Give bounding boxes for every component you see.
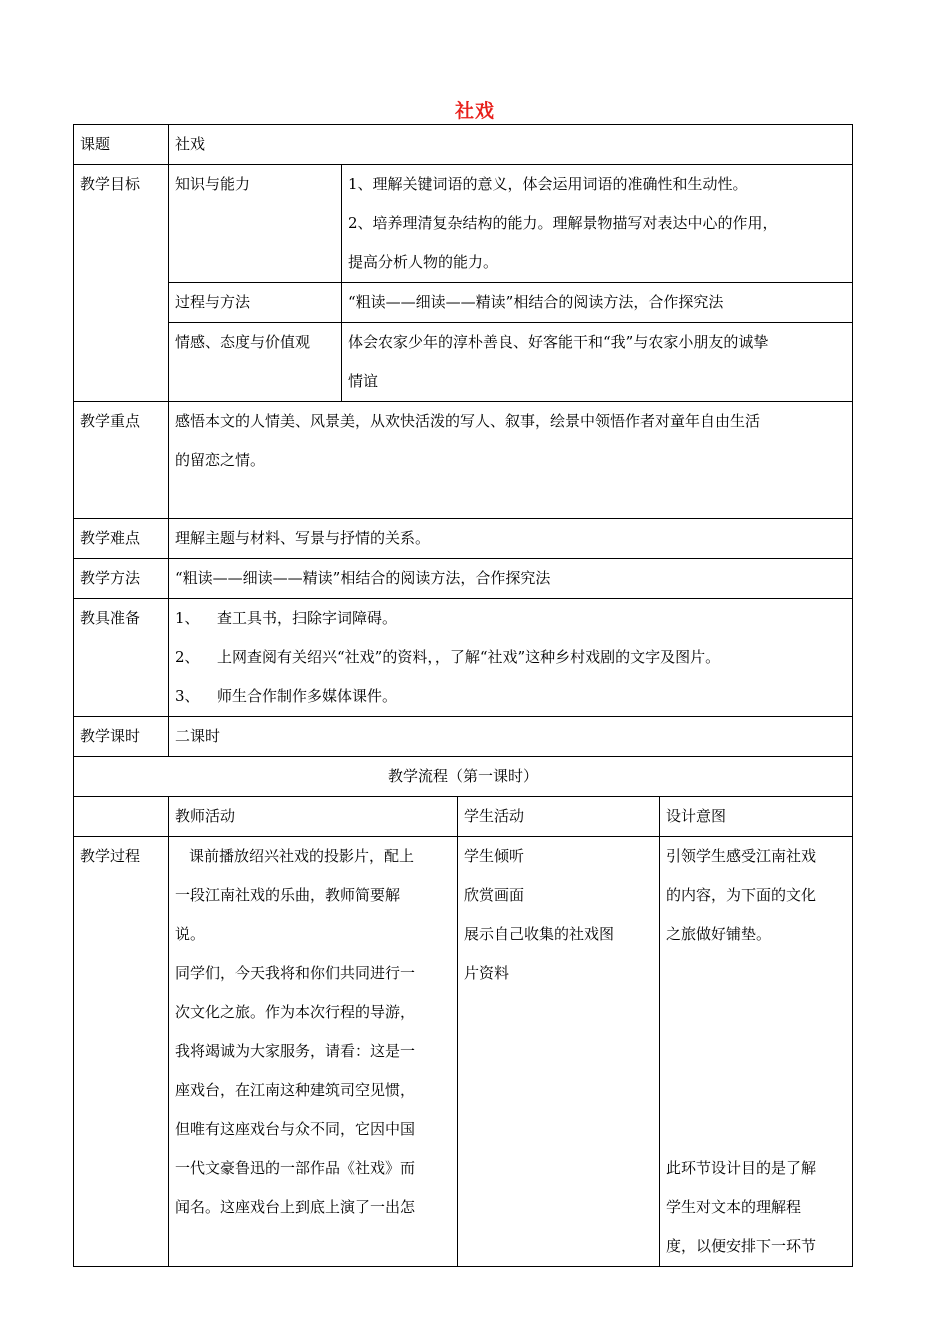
topic-label: 课题 <box>74 125 169 165</box>
flow-row <box>74 757 853 797</box>
tools-item-number: 1、 <box>175 609 200 627</box>
teacher-header: 教师活动 <box>169 797 458 837</box>
tools-row <box>74 599 853 717</box>
method-label: 教学方法 <box>74 559 169 599</box>
goal-knowledge-row <box>74 165 853 283</box>
student-header: 学生活动 <box>458 797 660 837</box>
emotion-line: 体会农家少年的淳朴善良、好客能干和“我”与农家小朋友的诚挚 <box>348 333 769 351</box>
hours-content: 二课时 <box>169 717 853 757</box>
method-row <box>74 559 853 599</box>
tools-content <box>169 599 853 717</box>
student-activity <box>458 837 660 1267</box>
lesson-plan-table <box>73 124 853 1267</box>
teacher-line: 闻名。这座戏台上到底上演了一出怎 <box>175 1198 416 1216</box>
teacher-line: 课前播放绍兴社戏的投影片，配上 <box>189 847 415 865</box>
design-line: 引领学生感受江南社戏 <box>666 847 817 865</box>
tools-item-text: 查工具书，扫除字词障碍。 <box>217 609 398 627</box>
hours-label: 教学课时 <box>74 717 169 757</box>
student-line: 展示自己收集的社戏图 <box>464 925 615 943</box>
emotion-content <box>342 323 853 402</box>
teacher-line: 一代文豪鲁迅的一部作品《社戏》而 <box>175 1159 416 1177</box>
student-line: 片资料 <box>464 964 510 982</box>
teacher-line: 一段江南社戏的乐曲，教师简要解 <box>175 886 401 904</box>
teacher-line: 说。 <box>175 925 206 943</box>
tools-item-text: 上网查阅有关绍兴“社戏”的资料，，了解“社戏”这种乡村戏剧的文字及图片。 <box>217 648 721 666</box>
key-label: 教学重点 <box>74 402 169 519</box>
hours-row <box>74 717 853 757</box>
teacher-line: 我将竭诚为大家服务，请看：这是一 <box>175 1042 416 1060</box>
design-header: 设计意图 <box>660 797 853 837</box>
tools-label: 教具准备 <box>74 599 169 717</box>
student-line: 欣赏画面 <box>464 886 525 904</box>
empty-header-cell <box>74 797 169 837</box>
method-content: “粗读——细读——精读”相结合的阅读方法，合作探究法 <box>169 559 853 599</box>
process-content: “粗读——细读——精读”相结合的阅读方法，合作探究法 <box>342 283 853 323</box>
document-title: 社戏 <box>454 100 495 122</box>
key-line: 的留恋之情。 <box>175 451 266 469</box>
goal-process-row <box>74 283 853 323</box>
design-spacer <box>666 954 846 1149</box>
process-label: 过程与方法 <box>169 283 342 323</box>
teacher-line: 次文化之旅。作为本次行程的导游， <box>175 1003 416 1021</box>
tools-item-text: 师生合作制作多媒体课件。 <box>217 687 398 705</box>
activity-header-row <box>74 797 853 837</box>
teacher-line: 座戏台，在江南这种建筑司空见惯， <box>175 1081 416 1099</box>
tools-item-number: 3、 <box>175 687 200 705</box>
key-content <box>169 402 853 519</box>
design-line: 度，以便安排下一环节 <box>666 1237 817 1255</box>
goals-label: 教学目标 <box>74 165 169 402</box>
design-intent <box>660 837 853 1267</box>
design-line: 此环节设计目的是了解 <box>666 1159 817 1177</box>
teacher-activity <box>169 837 458 1267</box>
tools-item <box>175 638 846 677</box>
design-line: 之旅做好铺垫。 <box>666 925 772 943</box>
process-detail-label: 教学过程 <box>74 837 169 1267</box>
emotion-label: 情感、态度与价值观 <box>169 323 342 402</box>
knowledge-line: 2、培养理清复杂结构的能力。理解景物描写对表达中心的作用， <box>348 214 778 232</box>
topic-value: 社戏 <box>169 125 853 165</box>
knowledge-line: 1、理解关键词语的意义，体会运用词语的准确性和生动性。 <box>348 175 748 193</box>
difficulty-content: 理解主题与材料、写景与抒情的关系。 <box>169 519 853 559</box>
design-line: 学生对文本的理解程 <box>666 1198 802 1216</box>
goal-emotion-row <box>74 323 853 402</box>
flow-heading: 教学流程（第一课时） <box>74 757 853 797</box>
process-detail-row <box>74 837 853 1267</box>
tools-item-number: 2、 <box>175 648 200 666</box>
key-row <box>74 402 853 519</box>
student-line: 学生倾听 <box>464 847 525 865</box>
teacher-line: 但唯有这座戏台与众不同，它因中国 <box>175 1120 416 1138</box>
tools-item <box>175 599 846 638</box>
design-line: 的内容，为下面的文化 <box>666 886 817 904</box>
knowledge-line: 提高分析人物的能力。 <box>348 253 499 271</box>
difficulty-row <box>74 519 853 559</box>
knowledge-label: 知识与能力 <box>169 165 342 283</box>
topic-row <box>74 125 853 165</box>
knowledge-content <box>342 165 853 283</box>
emotion-line: 情谊 <box>348 372 379 390</box>
tools-item <box>175 677 846 716</box>
teacher-line: 同学们，今天我将和你们共同进行一 <box>175 964 416 982</box>
key-line: 感悟本文的人情美、风景美，从欢快活泼的写人、叙事，绘景中领悟作者对童年自由生活 <box>175 412 761 430</box>
difficulty-label: 教学难点 <box>74 519 169 559</box>
